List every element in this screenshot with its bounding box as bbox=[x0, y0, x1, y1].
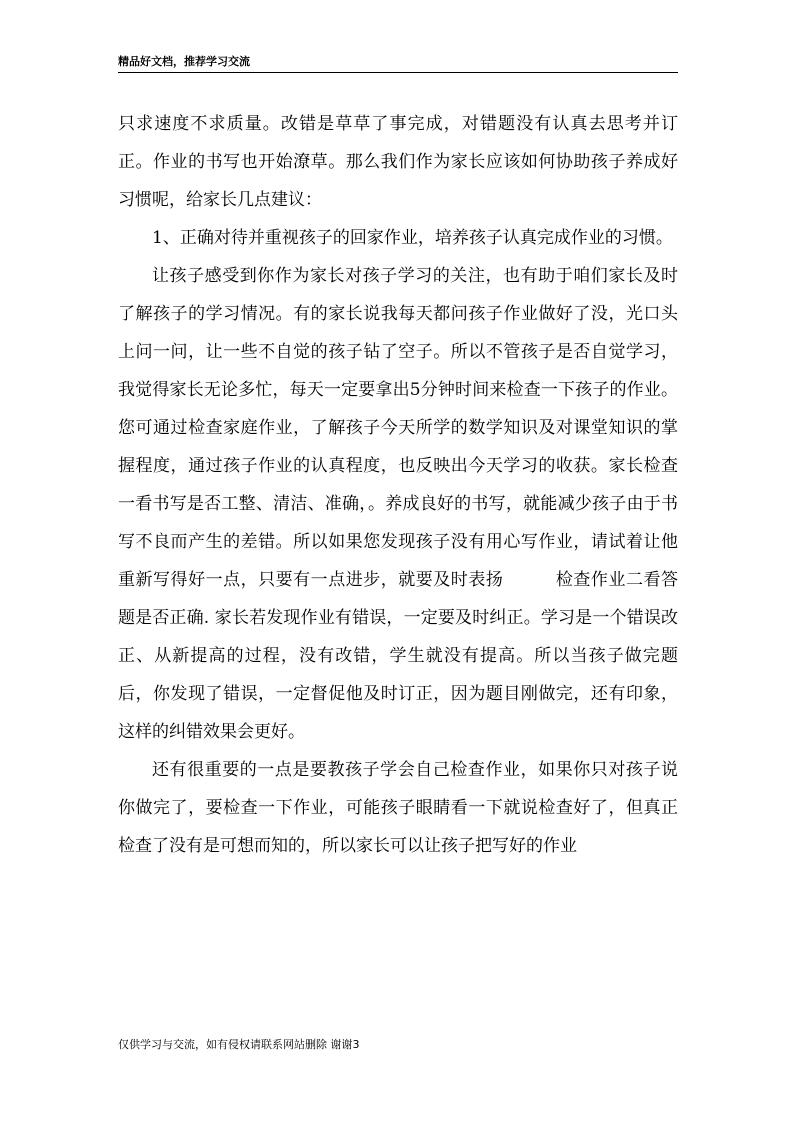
paragraph-suggestion-1: 1、正确对待并重视孩子的回家作业，培养孩子认真完成作业的习惯。 bbox=[152, 228, 673, 248]
page-header bbox=[118, 55, 678, 73]
paragraph-attention: 让孩子感受到你作为家长对孩子学习的关注，也有助于咱们家长及时了解孩子的学习情况。有的家长说我每天都问孩子作业做好了没，光口头上问一问，让一些不自觉的孩子钻了空子。所以不管孩子是否自觉学习，我觉得家长无论多忙，每天一定要拿出5分钟时间来检查一下孩子的作业。您可通过检查家庭作业，了解孩子今天所学的数学知识及对课堂知识的掌握程度，通过孩子作业的认真程度，也反映出今天学习的收获。家长检查一看书写是否工整、清洁、准确，。养成良好的书写，就能减少孩子由于书写不良而产生的差错。所以如果您发现孩子没有用心写作业，请试着让他重新写得好一点，只要有一点进步，就要及时表扬 检查作业二看答题是否正确. 家长若发现作业有错误，一定要及时纠正。学习是一个错误改正、从新提高的过程，没有改错，学生就没有提高。所以当孩子做完题后，你发现了错误，一定督促他及时订正，因为题目刚做完，还有印象，这样的纠错效果会更好。 bbox=[118, 266, 678, 742]
paragraph-self-check: 还有很重要的一点是要教孩子学会自己检查作业，如果你只对孩子说你做完了，要检查一下作业，可能孩子眼睛看一下就说检查好了，但真正检查了没有是可想而知的，所以家长可以让孩子把写好的作业 bbox=[118, 760, 678, 856]
page-footer bbox=[118, 1038, 360, 1052]
paragraph-intro: 只求速度不求质量。改错是草草了事完成，对错题没有认真去思考并订正。作业的书写也开始潦草。那么我们作为家长应该如何协助孩子养成好习惯呢，给家长几点建议： bbox=[118, 114, 678, 210]
footer-text: 仅供学习与交流，如有侵权请联系网站删除 谢谢3 bbox=[118, 1038, 360, 1051]
document-body bbox=[118, 105, 678, 865]
header-text: 精品好文档，推荐学习交流 bbox=[118, 55, 250, 68]
